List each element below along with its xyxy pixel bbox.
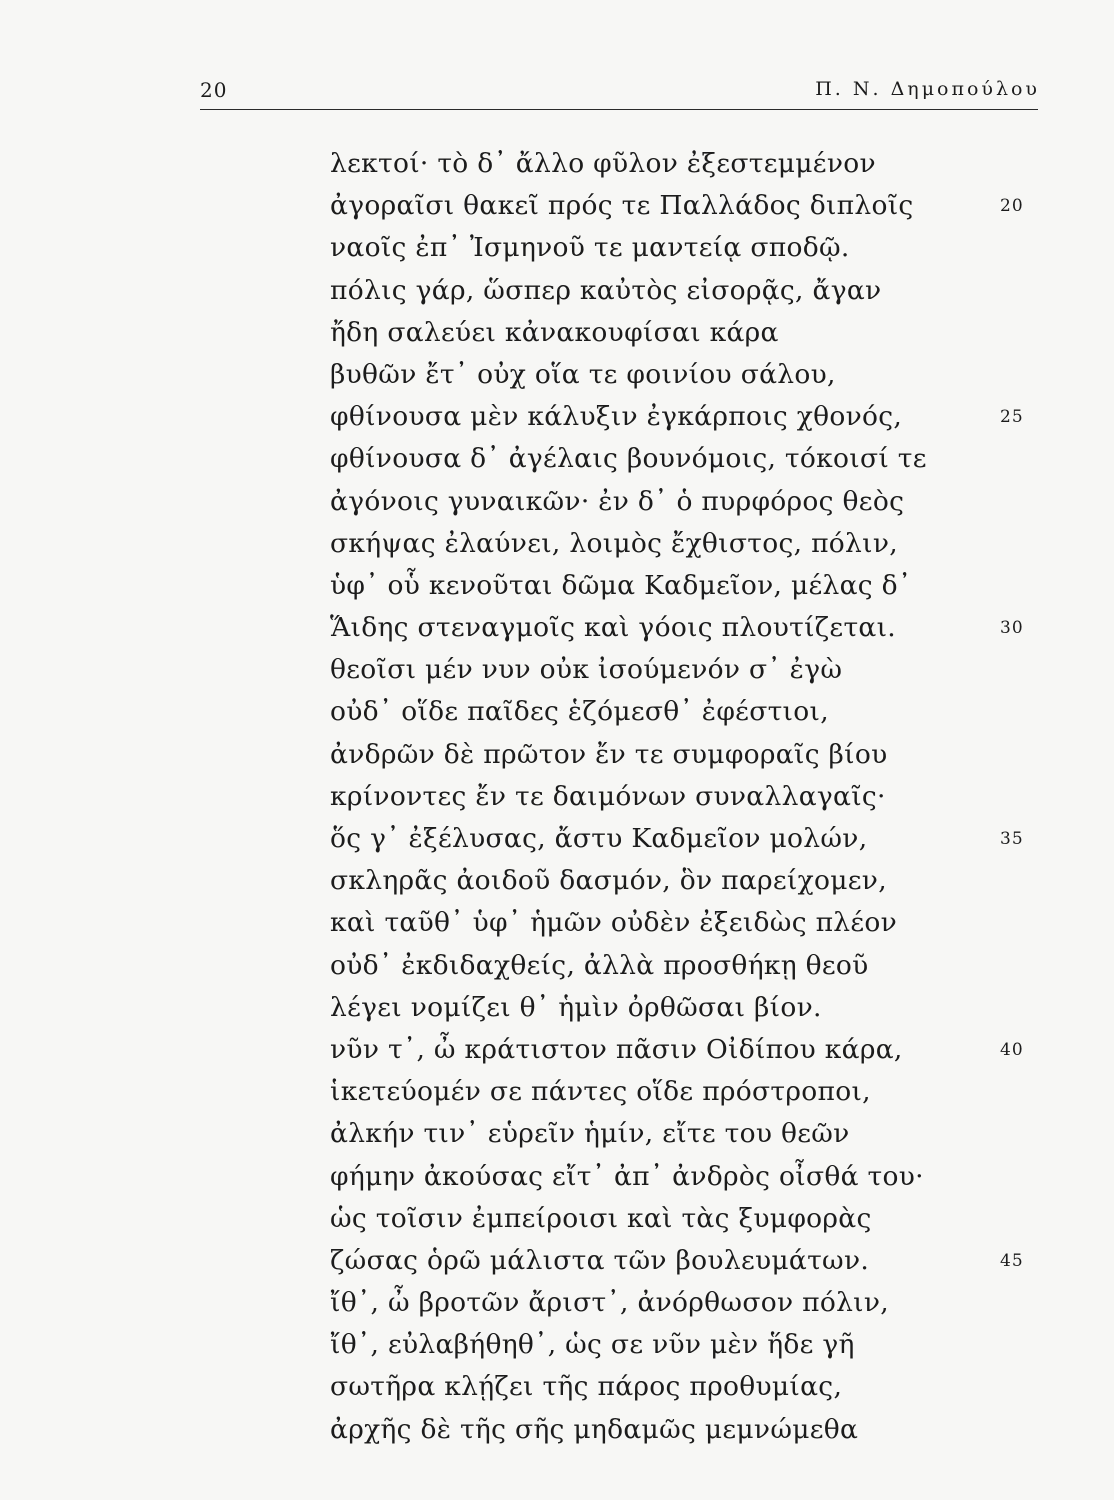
verse-line: ἤδη σαλεύει κἀνακουφίσαι κάρα	[330, 316, 779, 348]
verse-line: σωτῆρα κλῄζει τῆς πάρος προθυμίας,	[330, 1371, 843, 1403]
verse-line: βυθῶν ἔτ᾽ οὐχ οἵα τε φοινίου σάλου,	[330, 358, 836, 390]
line-number: 45	[1000, 1251, 1024, 1272]
page-number: 20	[200, 78, 228, 102]
verse-line: ἴθ᾽, εὐλαβήθηθ᾽, ὡς σε νῦν μὲν ἥδε γῆ	[330, 1329, 855, 1361]
verse-line: θεοῖσι μέν νυν οὐκ ἰσούμενόν σ᾽ ἐγὼ	[330, 654, 843, 686]
verse-line: πόλις γάρ, ὥσπερ καὐτὸς εἰσορᾷς, ἄγαν	[330, 274, 882, 306]
verse-line: ἴθ᾽, ὦ βροτῶν ἄριστ᾽, ἀνόρθωσον πόλιν,	[330, 1287, 890, 1319]
verse-line: Ἅιδης στεναγμοῖς καὶ γόοις πλουτίζεται.	[330, 612, 897, 644]
verse-line: ἱκετεύομέν σε πάντες οἵδε πρόστροποι,	[330, 1076, 871, 1108]
verse-line: ἀνδρῶν δὲ πρῶτον ἔν τε συμφοραῖς βίου	[330, 738, 888, 770]
verse-line: κρίνοντες ἔν τε δαιμόνων συναλλαγαῖς·	[330, 780, 886, 812]
verse-line: καὶ ταῦθ᾽ ὑφ᾽ ἡμῶν οὐδὲν ἐξειδὼς πλέον	[330, 907, 898, 939]
verse-line: φθίνουσα μὲν κάλυξιν ἐγκάρποις χθονός,	[330, 401, 903, 433]
verse-line: ἀγοραῖσι θακεῖ πρός τε Παλλάδος διπλοῖς	[330, 190, 914, 222]
verse-line: ὡς τοῖσιν ἐμπείροισι καὶ τὰς ξυμφορὰς	[330, 1202, 872, 1234]
verse-line: φθίνουσα δ᾽ ἀγέλαις βουνόμοις, τόκοισί τε	[330, 443, 927, 475]
header-rule	[200, 109, 1038, 110]
verse-line: ἀγόνοις γυναικῶν· ἐν δ᾽ ὁ πυρφόρος θεὸς	[330, 485, 905, 517]
line-number: 30	[1000, 618, 1024, 639]
line-number: 25	[1000, 407, 1024, 428]
verse-line: λέγει νομίζει θ᾽ ἡμὶν ὀρθῶσαι βίον.	[330, 991, 822, 1023]
verse-line: ὑφ᾽ οὗ κενοῦται δῶμα Καδμεῖον, μέλας δ᾽	[330, 569, 912, 601]
verse-line: φήμην ἀκούσας εἴτ᾽ ἀπ᾽ ἀνδρὸς οἶσθά του·	[330, 1160, 924, 1192]
verse-line: οὐδ᾽ οἵδε παῖδες ἑζόμεσθ᾽ ἐφέστιοι,	[330, 696, 829, 728]
verse-line: οὐδ᾽ ἐκδιδαχθείς, ἀλλὰ προσθήκῃ θεοῦ	[330, 949, 869, 981]
verse-line: σκληρᾶς ἀοιδοῦ δασμόν, ὃν παρείχομεν,	[330, 865, 887, 897]
verse-line: νῦν τ᾽, ὦ κράτιστον πᾶσιν Οἰδίπου κάρα,	[330, 1033, 903, 1065]
line-number: 20	[1000, 196, 1024, 217]
verse-block	[330, 143, 930, 1451]
line-number: 40	[1000, 1040, 1024, 1061]
line-number: 35	[1000, 829, 1024, 850]
verse-line: ἀρχῆς δὲ τῆς σῆς μηδαμῶς μεμνώμεθα	[330, 1413, 859, 1445]
verse-line: ναοῖς ἐπ᾽ Ἰσμηνοῦ τε μαντείᾳ σποδῷ.	[330, 232, 850, 264]
verse-line: ζώσας ὁρῶ μάλιστα τῶν βουλευμάτων.	[330, 1244, 870, 1276]
verse-line: ὅς γ᾽ ἐξέλυσας, ἄστυ Καδμεῖον μολών,	[330, 823, 868, 854]
verse-line: λεκτοί· τὸ δ᾽ ἄλλο φῦλον ἐξεστεμμένον	[330, 148, 876, 179]
verse-line: σκήψας ἐλαύνει, λοιμὸς ἔχθιστος, πόλιν,	[330, 527, 898, 559]
running-head: Π. Ν. Δημοπούλου	[815, 78, 1040, 100]
page-header	[200, 70, 1040, 110]
verse-line: ἀλκήν τιν᾽ εὑρεῖν ἡμίν, εἴτε του θεῶν	[330, 1118, 850, 1150]
